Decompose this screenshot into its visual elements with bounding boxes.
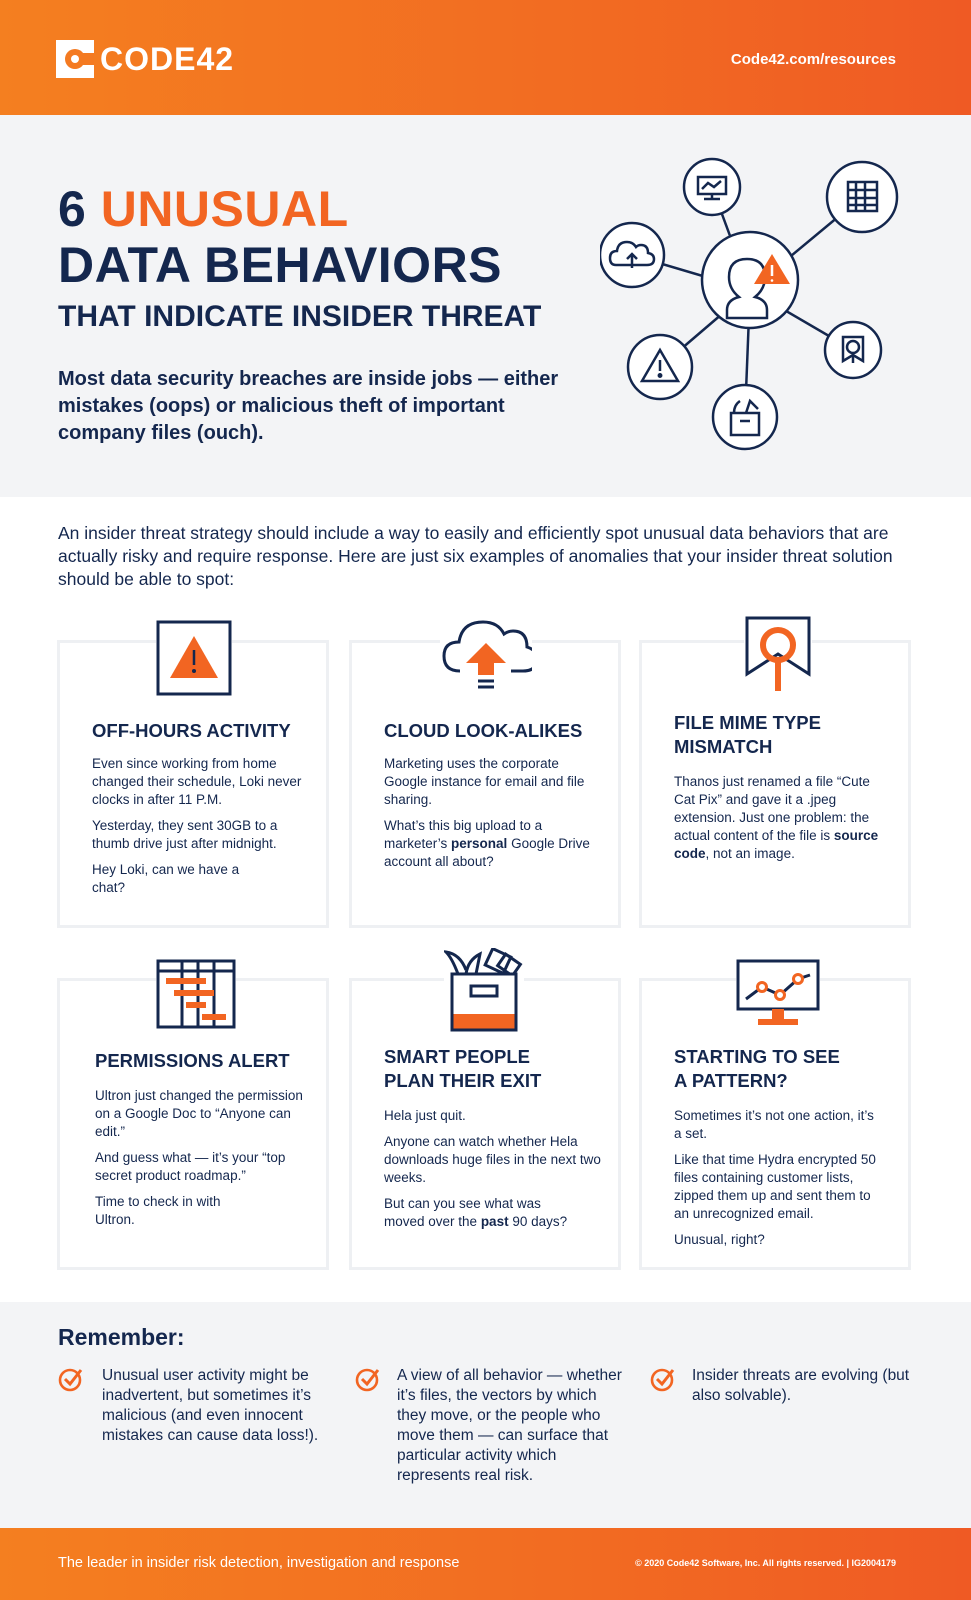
- warning-icon: [156, 620, 232, 696]
- card-title: OFF-HOURS ACTIVITY: [92, 720, 291, 741]
- card-title: SMART PEOPLE PLAN THEIR EXIT: [384, 1046, 542, 1091]
- hero-section: [0, 115, 971, 497]
- card-body: Ultron just changed the permission on a Google Doc to “Anyone can edit.” And guess what — it’s your “top secret product roadmap.” Time to check in with Ultron.: [95, 1088, 303, 1227]
- card-body: Even since working from home changed their schedule, Loki never clocks in after 11 P.M. Yesterday, they sent 30GB to a thumb drive just after midnight. Hey Loki, can we have a chat?: [92, 756, 302, 895]
- remember-title: Remember:: [58, 1324, 185, 1350]
- card-title: CLOUD LOOK-ALIKES: [384, 720, 583, 741]
- card-cloud-look-alikes: [349, 640, 621, 928]
- title-line-3: THAT INDICATE INSIDER THREAT: [58, 300, 542, 333]
- remember-section: Remember: Unusual user activity might be inadvertent, but sometimes it’s malicious (and even innocent mistakes can cause data loss!). A view of all behavior — whether it’s files, the vectors by which they move, or the people who move them — can surface that particular activity which represents real risk. Insider threats are evolving (but also solvable).: [0, 1302, 971, 1528]
- card-body: Sometimes it’s not one action, it’s a set. Like that time Hydra encrypted 50 files containing customer lists, zipped them up and sent them to an unrecognized email. Unusual, right?: [674, 1108, 876, 1247]
- card-file-mime-mismatch: [639, 640, 911, 928]
- moving-box-icon: [444, 948, 524, 1034]
- check-circle-icon: [58, 1366, 84, 1392]
- footer-tagline: The leader in insider risk detection, investigation and response: [58, 1555, 460, 1571]
- card-title: PERMISSIONS ALERT: [95, 1050, 290, 1071]
- card-title: STARTING TO SEE A PATTERN?: [674, 1046, 840, 1091]
- title-line-1: 6 UNUSUAL: [58, 181, 349, 237]
- code42-logo[interactable]: [56, 40, 234, 78]
- logo-text: CODE42: [100, 40, 235, 77]
- insider-network-illustration: [600, 155, 930, 465]
- pattern-monitor-icon: [736, 959, 820, 1029]
- card-body: Hela just quit. Anyone can watch whether Hela downloads huge files in the next two weeks. But can you see what was moved over the past 90 days?: [384, 1108, 601, 1229]
- card-off-hours: [57, 640, 329, 928]
- card-smart-people-exit: [349, 978, 621, 1270]
- intro-paragraph: An insider threat strategy should include a way to easily and efficiently spot unusual data behaviors that are actually risky and require response. Here are just six examples of anomalies that your insider threat solution should be able to spot:: [58, 523, 893, 589]
- copyright-notice: © 2020 Code42 Software, Inc. All rights reserved. | IG2004179: [635, 1558, 896, 1568]
- card-body: Thanos just renamed a file “Cute Cat Pix” and gave it a .jpeg extension. Just one problem: the actual content of the file is source code, not an image.: [674, 774, 879, 861]
- card-body: Marketing uses the corporate Google instance for email and file sharing. What’s this big upload to a marketer’s personal Google Drive account all about?: [384, 756, 590, 869]
- cloud-upload-icon: [440, 615, 532, 695]
- check-circle-icon: [650, 1366, 676, 1392]
- footer-bar: [0, 1528, 971, 1600]
- card-permissions-alert: [57, 978, 329, 1270]
- resources-link[interactable]: Code42.com/resources: [730, 51, 896, 68]
- logo-mark-icon: [56, 40, 94, 78]
- header-bar: [0, 0, 971, 115]
- hero-subtitle: Most data security breaches are inside jobs — either mistakes (oops) or malicious theft of important company files (ouch).: [58, 368, 559, 444]
- card-title: FILE MIME TYPE MISMATCH: [674, 712, 821, 757]
- check-circle-icon: [355, 1366, 381, 1392]
- card-starting-to-see-pattern: [639, 978, 911, 1270]
- title-line-2: DATA BEHAVIORS: [58, 237, 503, 293]
- permissions-chart-icon: [156, 959, 236, 1029]
- magnifier-document-icon: [744, 615, 812, 695]
